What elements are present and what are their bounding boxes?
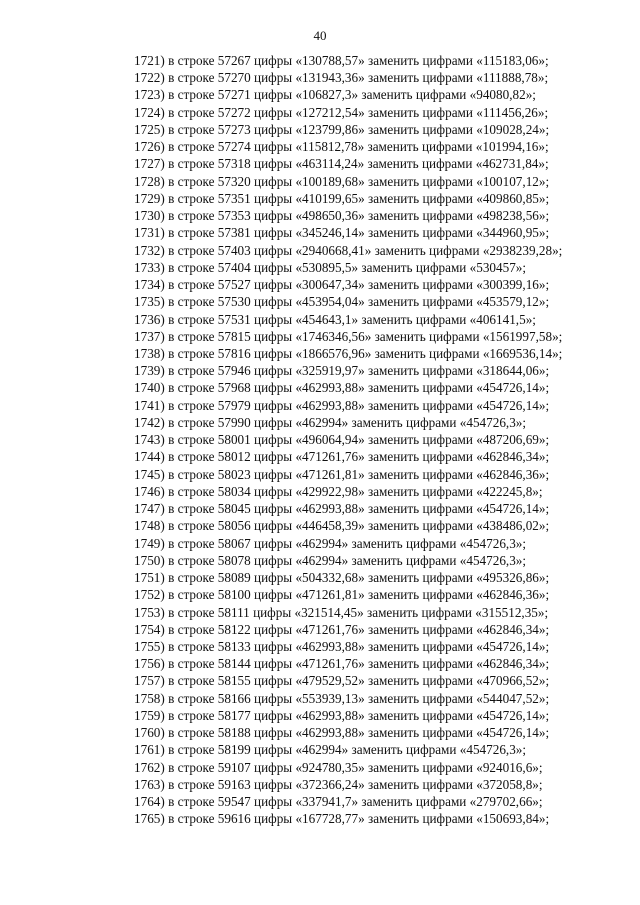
amendment-line: 1761) в строке 58199 цифры «462994» заменить цифрами «454726,3»; [134,742,527,758]
amendment-line: 1731) в строке 57381 цифры «345246,14» заменить цифрами «344960,95»; [134,225,550,241]
amendment-line: 1755) в строке 58133 цифры «462993,88» заменить цифрами «454726,14»; [134,638,550,654]
amendment-line: 1752) в строке 58100 цифры «471261,81» заменить цифрами «462846,36»; [134,587,550,603]
amendment-line: 1734) в строке 57527 цифры «300647,34» заменить цифрами «300399,16»; [134,277,550,293]
amendment-line: 1730) в строке 57353 цифры «498650,36» заменить цифрами «498238,56»; [134,208,550,224]
amendment-line: 1740) в строке 57968 цифры «462993,88» заменить цифрами «454726,14»; [134,380,550,396]
amendment-line: 1723) в строке 57271 цифры «106827,3» заменить цифрами «94080,82»; [134,87,536,103]
amendment-line: 1757) в строке 58155 цифры «479529,52» заменить цифрами «470966,52»; [134,673,550,689]
amendment-line: 1742) в строке 57990 цифры «462994» заменить цифрами «454726,3»; [134,414,527,430]
amendment-line: 1732) в строке 57403 цифры «2940668,41» заменить цифрами «2938239,28»; [134,242,563,258]
amendment-line: 1750) в строке 58078 цифры «462994» заменить цифрами «454726,3»; [134,552,527,568]
amendment-line: 1760) в строке 58188 цифры «462993,88» заменить цифрами «454726,14»; [134,725,550,741]
amendment-line: 1744) в строке 58012 цифры «471261,76» заменить цифрами «462846,34»; [134,449,550,465]
amendment-line: 1741) в строке 57979 цифры «462993,88» заменить цифрами «454726,14»; [134,397,550,413]
amendment-line: 1735) в строке 57530 цифры «453954,04» заменить цифрами «453579,12»; [134,294,550,310]
amendment-line: 1737) в строке 57815 цифры «1746346,56» заменить цифрами «1561997,58»; [134,328,563,344]
amendment-line: 1763) в строке 59163 цифры «372366,24» заменить цифрами «372058,8»; [134,776,543,792]
amendment-line: 1754) в строке 58122 цифры «471261,76» заменить цифрами «462846,34»; [134,621,550,637]
amendment-line: 1729) в строке 57351 цифры «410199,65» заменить цифрами «409860,85»; [134,190,550,206]
amendment-line: 1726) в строке 57274 цифры «115812,78» заменить цифрами «101994,16»; [134,139,549,155]
page-number: 40 [313,28,327,43]
amendment-line: 1739) в строке 57946 цифры «325919,97» заменить цифрами «318644,06»; [134,363,550,379]
amendment-line: 1764) в строке 59547 цифры «337941,7» заменить цифрами «279702,66»; [134,794,543,810]
amendment-line: 1758) в строке 58166 цифры «553939,13» заменить цифрами «544047,52»; [134,690,550,706]
amendment-line: 1759) в строке 58177 цифры «462993,88» заменить цифрами «454726,14»; [134,707,550,723]
amendment-line: 1748) в строке 58056 цифры «446458,39» заменить цифрами «438486,02»; [134,518,550,534]
amendment-line: 1747) в строке 58045 цифры «462993,88» заменить цифрами «454726,14»; [134,501,550,517]
amendment-list [134,52,604,828]
amendment-line: 1743) в строке 58001 цифры «496064,94» заменить цифрами «487206,69»; [134,432,550,448]
amendment-line: 1753) в строке 58111 цифры «321514,45» заменить цифрами «315512,35»; [134,604,549,620]
amendment-line: 1745) в строке 58023 цифры «471261,81» заменить цифрами «462846,36»; [134,466,550,482]
amendment-line: 1762) в строке 59107 цифры «924780,35» заменить цифрами «924016,6»; [134,759,543,775]
amendment-line: 1765) в строке 59616 цифры «167728,77» заменить цифрами «150693,84»; [134,811,550,827]
amendment-line: 1733) в строке 57404 цифры «530895,5» заменить цифрами «530457»; [134,259,527,275]
amendment-line: 1728) в строке 57320 цифры «100189,68» заменить цифрами «100107,12»; [134,173,550,189]
amendment-line: 1721) в строке 57267 цифры «130788,57» заменить цифрами «115183,06»; [134,53,549,68]
amendment-line: 1756) в строке 58144 цифры «471261,76» заменить цифрами «462846,34»; [134,656,550,672]
amendment-line: 1727) в строке 57318 цифры «463114,24» заменить цифрами «462731,84»; [134,156,549,172]
amendment-line: 1746) в строке 58034 цифры «429922,98» заменить цифрами «422245,8»; [134,483,543,499]
amendment-line: 1736) в строке 57531 цифры «454643,1» заменить цифрами «406141,5»; [134,311,536,327]
amendment-line: 1749) в строке 58067 цифры «462994» заменить цифрами «454726,3»; [134,535,527,551]
amendment-line: 1724) в строке 57272 цифры «127212,54» заменить цифрами «111456,26»; [134,104,549,120]
amendment-line: 1738) в строке 57816 цифры «1866576,96» заменить цифрами «1669536,14»; [134,345,563,361]
amendment-line: 1725) в строке 57273 цифры «123799,86» заменить цифрами «109028,24»; [134,121,550,137]
amendment-line: 1751) в строке 58089 цифры «504332,68» заменить цифрами «495326,86»; [134,570,550,586]
amendment-line: 1722) в строке 57270 цифры «131943,36» заменить цифрами «111888,78»; [134,70,549,86]
